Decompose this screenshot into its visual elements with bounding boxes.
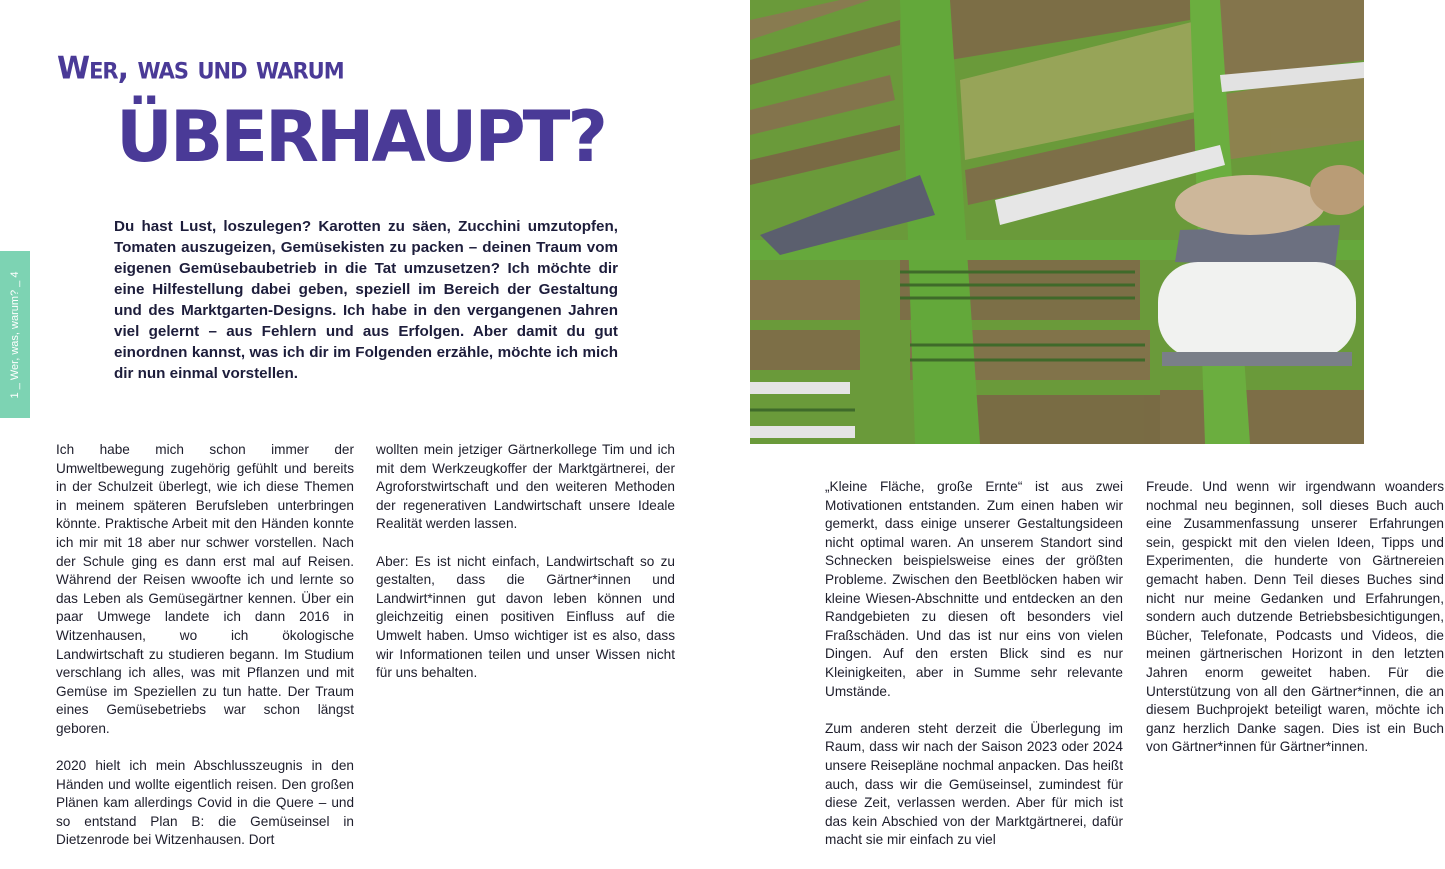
- paragraph: 2020 hielt ich mein Abschlusszeugnis in den Händen und wollte eigentlich reisen. Den großen Plänen kam allerdings Covid in die Quere – und so entstand Plan B: die Gemüseinsel in Dietzenrode bei Witzenhausen. Dort: [56, 758, 354, 848]
- body-column-2: [376, 441, 675, 701]
- heading-line-2-text: ÜBERHAUPT?: [116, 96, 606, 178]
- heading-line-2: [116, 96, 606, 178]
- body-column-1: [56, 441, 354, 869]
- heading-line-1: [57, 50, 344, 87]
- heading-line-1-text: Wer, was und warum: [57, 50, 344, 87]
- paragraph: wollten mein jetziger Gärtnerkollege Tim und ich mit dem Werkzeugkoffer der Marktgärtnerei, der Agroforstwirtschaft und den weiteren Methoden der regenerativen Landwirtschaft unsere Ideale Realität werden lassen.: [376, 442, 675, 532]
- lead-paragraph: Du hast Lust, loszulegen? Karotten zu säen, Zucchini umzutopfen, Tomaten auszugeizen, Gemüsekisten zu packen – deinen Traum vom eigenen Gemüsebaubetrieb in die Tat umzusetzen? Ich möchte dir eine Hilfestellung dabei geben, speziell im Bereich der Gestaltung und des Marktgarten-Designs. Ich habe in den vergangenen Jahren viel gelernt – aus Fehlern und aus Erfolgen. Aber damit du gut einordnen kannst, was ich dir im Folgenden erzähle, möchte ich mich dir nun einmal vorstellen.: [114, 218, 618, 382]
- chapter-tab-label: 1 _ Wer, was, warum? _ 4: [9, 271, 21, 398]
- body-column-3: [825, 478, 1123, 868]
- paragraph: Freude. Und wenn wir irgendwann woanders nochmal neu beginnen, soll dieses Buch auch eine Zusammenfassung unserer Erfahrungen sein, gespickt mit den vielen Ideen, Tipps und Experimenten, die hunderte von Gärtnereien gemacht haben. Denn Teil dieses Buches sind nicht nur meine Gedanken und Erfahrungen, sondern auch dutzende Betriebsbesichtigungen, Bücher, Telefonate, Podcasts und Videos, die meinen gärtnerischen Horizont in den letzten Jahren enorm geweitet haben. Für die Unterstützung von all den Gärtner*innen, die an diesem Buchprojekt beteiligt waren, möchte ich ganz herzlich Danke sagen. Dies ist ein Buch von Gärtner*innen für Gärtner*innen.: [1146, 479, 1444, 755]
- paragraph: „Kleine Fläche, große Ernte“ ist aus zwei Motivationen entstanden. Zum einen haben wir gemerkt, dass einige unserer Gestaltungsideen nicht optimal waren. An unserem Standort sind Schnecken beispielsweise eines der größten Probleme. Zwischen den Beetblöcken haben wir kleine Wiesen-Abschnitte und entdecken an den Randgebieten zu diesen oft besonders viel Fraßschäden. Und das ist nur eins von vielen Dingen. Auf den ersten Blick sind es nur Kleinigkeiten, aber in Summe sehr relevante Umstände.: [825, 479, 1123, 699]
- paragraph: Ich habe mich schon immer der Umweltbewegung zugehörig gefühlt und bereits in der Schulzeit überlegt, wie ich diese Themen in meinem späteren Berufsleben unterbringen könnte. Praktische Arbeit mit den Händen konnte ich mir mit 18 aber nur schwer vorstellen. Nach der Schule ging es dann erst mal auf Reisen. Während der Reisen wwoofte ich und lernte so das Leben als Gemüsegärtner kennen. Über ein paar Umwege landete ich dann 2016 in Witzenhausen, wo ich ökologische Landwirtschaft zu studieren begann. Im Studium verschlang ich alles, was mit Pflanzen und mit Gemüse im Speziellen zu tun hatte. Der Traum eines Gemüsebetriebs war schon längst geboren.: [56, 442, 354, 736]
- body-column-4: [1146, 478, 1444, 776]
- paragraph: Aber: Es ist nicht einfach, Landwirtschaft so zu gestalten, dass die Gärtner*innen und Landwirt*innen gut davon leben können und gleichzeitig einen positiven Einfluss auf die Umwelt haben. Umso wichtiger ist es also, dass wir Informationen teilen und unser Wissen nicht für uns behalten.: [376, 553, 675, 681]
- paragraph: Zum anderen steht derzeit die Überlegung im Raum, dass wir nach der Saison 2023 oder 2024 unsere Reisepläne nochmal anpacken. Das heißt auch, dass wir die Gemüseinsel, zumindest für diese Zeit, verlassen werden. Aber für mich ist das kein Abschied von der Marktgärtnerei, dafür macht sie mir einfach zu viel: [825, 720, 1123, 848]
- aerial-farm-photo: [750, 0, 1364, 444]
- chapter-side-tab: [0, 251, 30, 418]
